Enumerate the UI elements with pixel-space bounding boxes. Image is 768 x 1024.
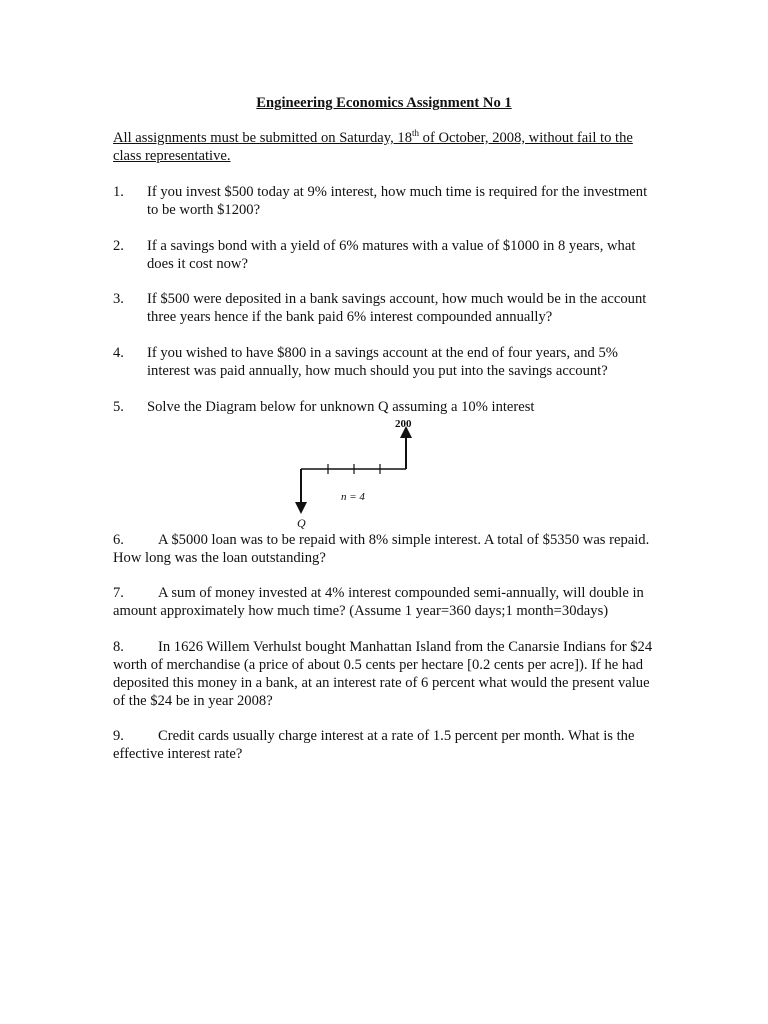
unknown-q-label: Q	[297, 516, 306, 530]
question-text: If you invest $500 today at 9% interest, how much time is required for the investment to be worth $1200?	[147, 184, 648, 218]
question-number: 9.	[113, 728, 124, 744]
question-2	[113, 237, 658, 273]
question-number: 3.	[113, 291, 124, 307]
question-text: Solve the Diagram below for unknown Q assuming a 10% interest	[147, 399, 535, 415]
question-text: If a savings bond with a yield of 6% matures with a value of $1000 in 8 years, what does it cost now?	[147, 238, 636, 272]
notice-text-start: All assignments must be submitted on Saturday, 18	[113, 130, 413, 146]
question-number: 6.	[113, 532, 124, 548]
question-number: 4.	[113, 345, 124, 361]
question-number: 8.	[113, 639, 124, 655]
question-text: If you wished to have $800 in a savings account at the end of four years, and 5% interest was paid annually, how much should you put into the savings account?	[147, 345, 618, 379]
period-count-label: n = 4	[341, 491, 365, 503]
submission-notice	[113, 129, 663, 165]
question-text: Credit cards usually charge interest at a rate of 1.5 percent per month. What is the effective interest rate?	[113, 728, 635, 762]
notice-text-end: of October, 2008, without fail to the class representative.	[113, 130, 633, 164]
question-8	[113, 638, 658, 710]
question-7	[113, 584, 658, 620]
question-6	[113, 531, 658, 567]
question-text: In 1626 Willem Verhulst bought Manhattan Island from the Canarsie Indians for $24 worth of merchandise (a price of about 0.5 cents per hectare [0.2 cents per acre]). If he had deposited this money in a bank, at an interest rate of 6 percent what would the present value of the $24 be in year 2008?	[113, 639, 653, 709]
cash-flow-diagram	[290, 412, 430, 536]
question-number: 1.	[113, 184, 124, 200]
question-1	[113, 183, 658, 219]
question-9	[113, 727, 658, 763]
question-text: A sum of money invested at 4% interest compounded semi-annually, will double in amount approximately how much time? (Assume 1 year=360 days;1 month=30days)	[113, 585, 644, 619]
question-number: 2.	[113, 238, 124, 254]
question-text: If $500 were deposited in a bank savings account, how much would be in the account three years hence if the bank paid 6% interest compounded annually?	[147, 291, 647, 325]
question-text: A $5000 loan was to be repaid with 8% simple interest. A total of $5350 was repaid. How long was the loan outstanding?	[113, 532, 650, 566]
document-title: Engineering Economics Assignment No 1	[256, 95, 512, 111]
question-3	[113, 290, 658, 326]
question-number: 5.	[113, 399, 124, 415]
question-number: 7.	[113, 585, 124, 601]
receipt-amount-label: 200	[395, 418, 412, 430]
question-4	[113, 344, 658, 380]
cash-flow-diagram-svg	[290, 412, 430, 536]
notice-superscript: th	[412, 128, 420, 139]
